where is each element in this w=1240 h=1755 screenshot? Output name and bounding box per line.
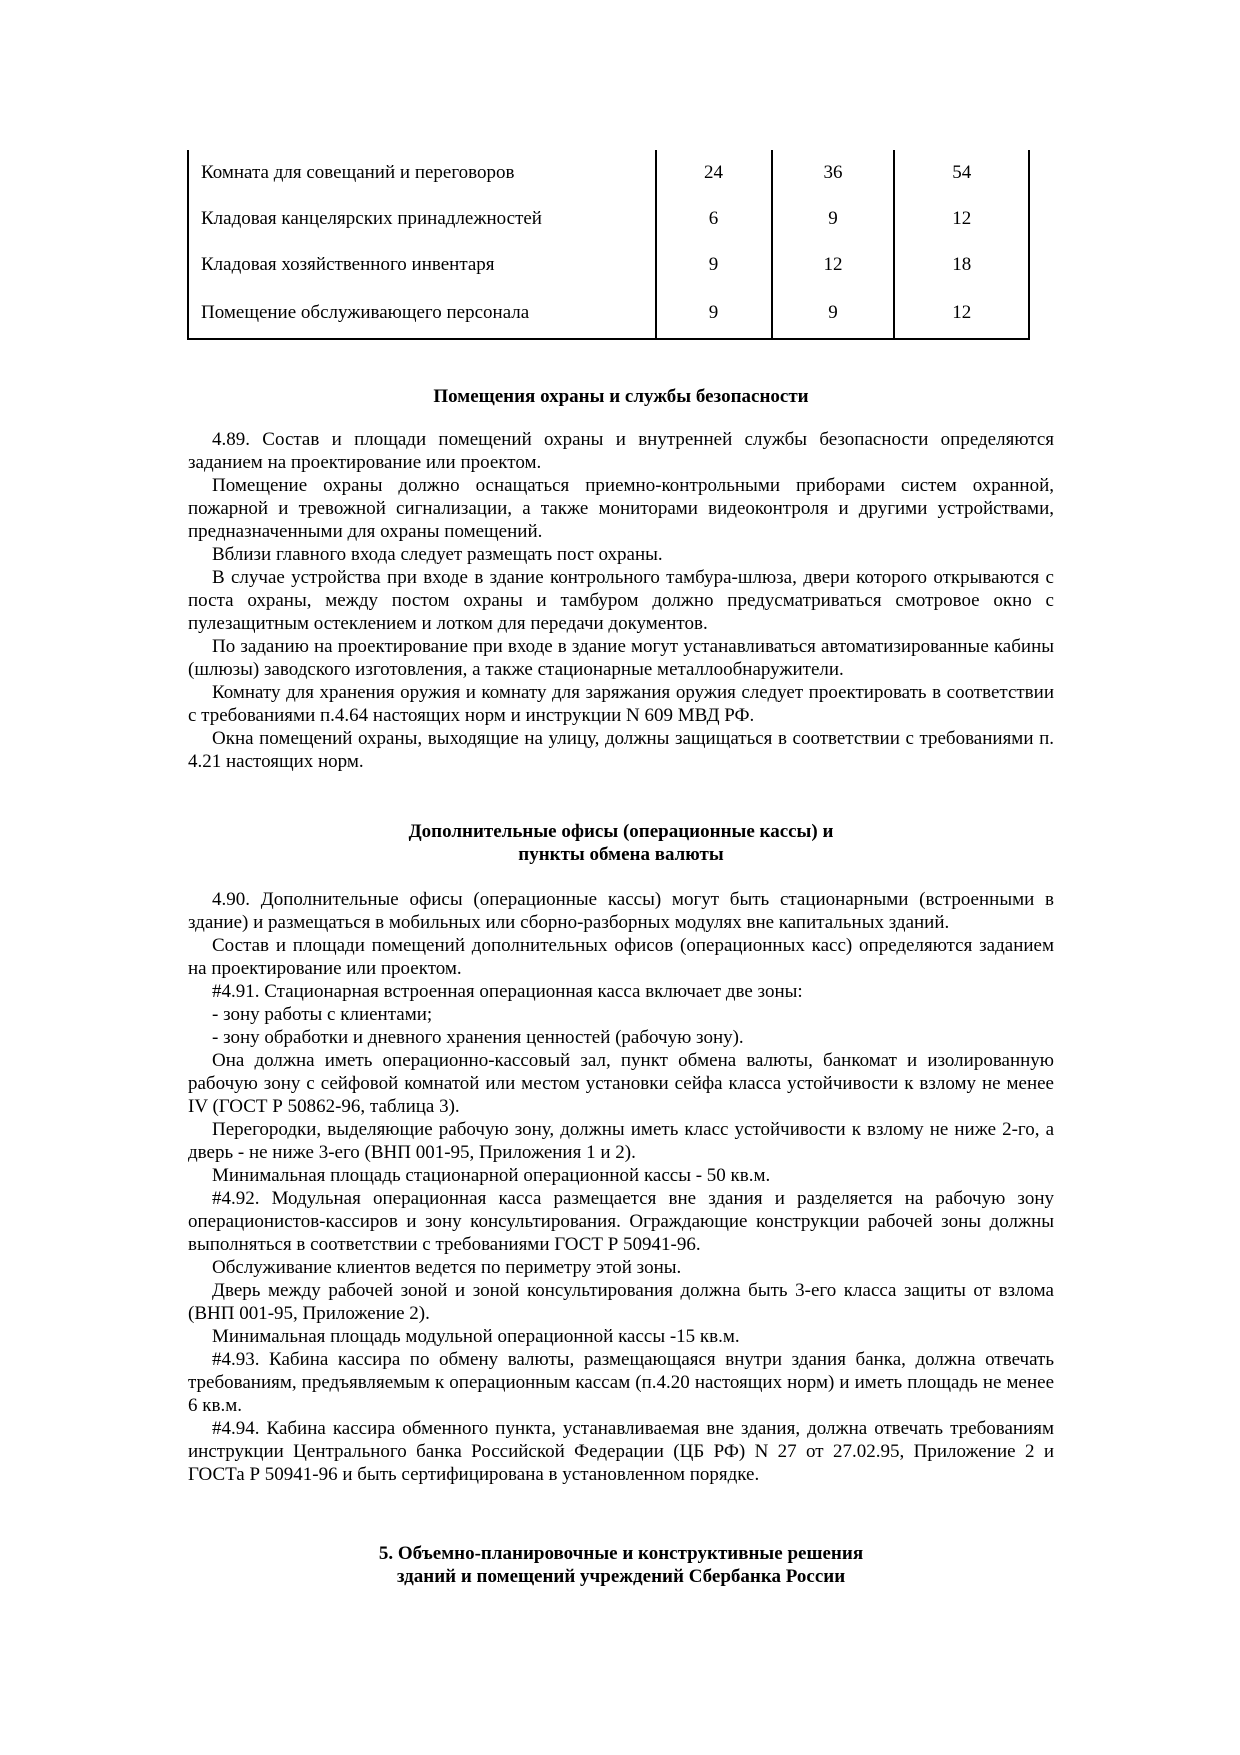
paragraph: #4.94. Кабина кассира обменного пункта, устанавливаемая вне здания, должна отвечать требованиям инструкции Центрального банка Российской Федерации (ЦБ РФ) N 27 от 27.02.95, Приложение 2 и ГОСТа Р 50941-96 и быть сертифицирована в установленном порядке. <box>188 1418 1054 1485</box>
area-value: 9 <box>656 288 772 339</box>
paragraph: Минимальная площадь стационарной операционной кассы - 50 кв.м. <box>212 1165 771 1186</box>
area-value: 12 <box>772 242 895 288</box>
section-heading-security: Помещения охраны и службы безопасности <box>433 386 809 407</box>
paragraph: Перегородки, выделяющие рабочую зону, должны иметь класс устойчивости к взлому не ниже 2-го, а дверь - не ниже 3-его (ВНП 001-95, Приложения 1 и 2). <box>188 1119 1054 1163</box>
table-row <box>188 242 1029 288</box>
room-name: Комната для совещаний и переговоров <box>188 150 656 196</box>
paragraph: - зону обработки и дневного хранения ценностей (рабочую зону). <box>212 1027 744 1048</box>
area-value: 18 <box>894 242 1029 288</box>
room-name: Кладовая канцелярских принадлежностей <box>188 196 656 242</box>
room-name: Кладовая хозяйственного инвентаря <box>188 242 656 288</box>
section-heading-offices <box>188 820 1054 866</box>
paragraph: #4.93. Кабина кассира по обмену валюты, размещающаяся внутри здания банка, должна отвечать требованиям, предъявляемым к операционным кассам (п.4.20 настоящих норм) и иметь площадь не менее 6 кв.м. <box>188 1349 1054 1416</box>
area-value: 24 <box>656 150 772 196</box>
heading-line: Дополнительные офисы (операционные кассы) и <box>408 821 834 842</box>
area-value: 6 <box>656 196 772 242</box>
area-value: 12 <box>894 196 1029 242</box>
offices-text <box>188 888 1054 1486</box>
paragraph: - зону работы с клиентами; <box>212 1004 433 1025</box>
room-area-table <box>187 150 1030 340</box>
paragraph: Вблизи главного входа следует размещать пост охраны. <box>212 544 663 565</box>
paragraph: #4.91. Стационарная встроенная операционная касса включает две зоны: <box>212 981 803 1002</box>
paragraph: Дверь между рабочей зоной и зоной консультирования должна быть 3-его класса защиты от взлома (ВНП 001-95, Приложение 2). <box>188 1280 1054 1324</box>
paragraph: Состав и площади помещений дополнительных офисов (операционных касс) определяются заданием на проектирование или проектом. <box>188 935 1054 979</box>
table-row <box>188 150 1029 196</box>
table-row <box>188 196 1029 242</box>
paragraph: #4.92. Модульная операционная касса размещается вне здания и разделяется на рабочую зону операционистов-кассиров и зону консультирования. Ограждающие конструкции рабочей зоны должны выполняться в соответствии с требованиями ГОСТ Р 50941-96. <box>188 1188 1054 1255</box>
paragraph: Комнату для хранения оружия и комнату для заряжания оружия следует проектировать в соответствии с требованиями п.4.64 настоящих норм и инструкции N 609 МВД РФ. <box>188 682 1054 726</box>
section-heading-5 <box>188 1542 1054 1588</box>
paragraph: Окна помещений охраны, выходящие на улицу, должны защищаться в соответствии с требованиями п. 4.21 настоящих норм. <box>188 728 1054 772</box>
paragraph: По заданию на проектирование при входе в здание могут устанавливаться автоматизированные кабины (шлюзы) заводского изготовления, а также стационарные металлообнаружители. <box>188 636 1054 680</box>
paragraph: Помещение охраны должно оснащаться приемно-контрольными приборами систем охранной, пожарной и тревожной сигнализации, а также мониторами видеоконтроля и другими устройствами, предназначенными для охраны помещений. <box>188 475 1054 542</box>
heading-line: 5. Объемно-планировочные и конструктивные решения <box>378 1543 864 1564</box>
paragraph: В случае устройства при входе в здание контрольного тамбура-шлюза, двери которого открываются с поста охраны, между постом охраны и тамбуром должно предусматриваться смотровое окно с пулезащитным остеклением и лотком для передачи документов. <box>188 567 1054 634</box>
paragraph: Минимальная площадь модульной операционной кассы -15 кв.м. <box>212 1326 740 1347</box>
security-text <box>188 428 1054 773</box>
area-value: 9 <box>772 288 895 339</box>
heading-line: пункты обмена валюты <box>518 844 724 865</box>
room-name: Помещение обслуживающего персонала <box>188 288 656 339</box>
paragraph: Обслуживание клиентов ведется по периметру этой зоны. <box>212 1257 682 1278</box>
area-value: 36 <box>772 150 895 196</box>
area-value: 54 <box>894 150 1029 196</box>
heading-line: зданий и помещений учреждений Сбербанка России <box>396 1566 846 1587</box>
table-row <box>188 288 1029 339</box>
area-value: 9 <box>656 242 772 288</box>
area-value: 9 <box>772 196 895 242</box>
paragraph: Она должна иметь операционно-кассовый зал, пункт обмена валюты, банкомат и изолированную рабочую зону с сейфовой комнатой или местом установки сейфа класса устойчивости к взлому не менее IV (ГОСТ Р 50862-96, таблица 3). <box>188 1050 1054 1117</box>
paragraph: 4.89. Состав и площади помещений охраны и внутренней службы безопасности определяются заданием на проектирование или проектом. <box>188 429 1054 473</box>
paragraph: 4.90. Дополнительные офисы (операционные кассы) могут быть стационарными (встроенными в здание) и размещаться в мобильных или сборно-разборных модулях вне капитальных зданий. <box>188 889 1054 933</box>
area-value: 12 <box>894 288 1029 339</box>
